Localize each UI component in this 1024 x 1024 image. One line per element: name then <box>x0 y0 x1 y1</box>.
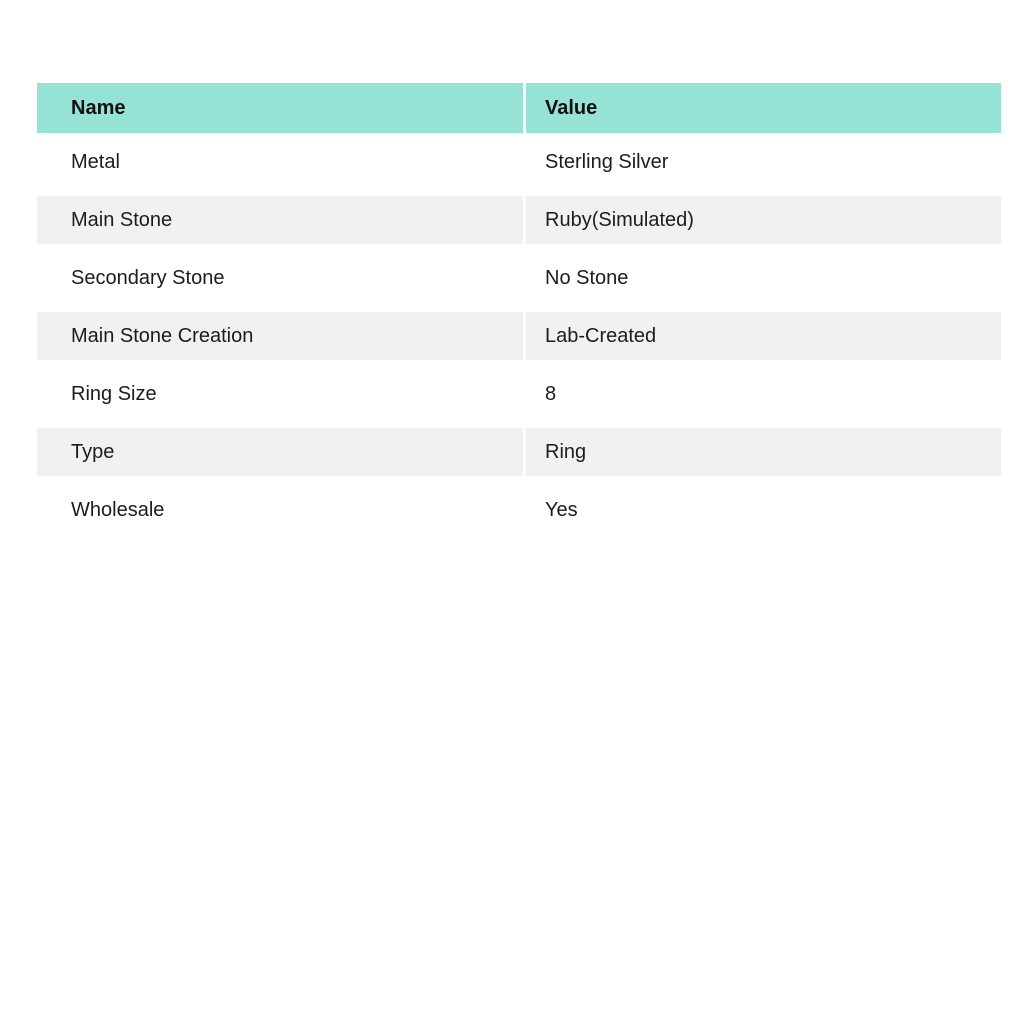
table-row <box>37 249 1001 307</box>
product-attributes-table <box>37 83 1001 539</box>
column-header-name: Name <box>37 83 523 133</box>
attribute-name-cell: Type <box>37 423 523 481</box>
table-row <box>37 423 1001 481</box>
attribute-value-cell: Sterling Silver <box>523 133 1001 191</box>
attribute-value-cell: No Stone <box>523 249 1001 307</box>
table-row <box>37 191 1001 249</box>
table-header <box>37 83 1001 133</box>
table-row <box>37 307 1001 365</box>
attribute-name-cell: Main Stone <box>37 191 523 249</box>
table-row <box>37 133 1001 191</box>
attribute-name-cell: Secondary Stone <box>37 249 523 307</box>
table-body <box>37 133 1001 539</box>
attribute-value-cell: Ruby(Simulated) <box>523 191 1001 249</box>
attribute-value-cell: 8 <box>523 365 1001 423</box>
header-row <box>37 83 1001 133</box>
column-header-value: Value <box>523 83 1001 133</box>
table-row <box>37 481 1001 539</box>
attribute-name-cell: Main Stone Creation <box>37 307 523 365</box>
attribute-name-cell: Metal <box>37 133 523 191</box>
attribute-value-cell: Lab-Created <box>523 307 1001 365</box>
table-row <box>37 365 1001 423</box>
attribute-value-cell: Ring <box>523 423 1001 481</box>
attribute-name-cell: Ring Size <box>37 365 523 423</box>
attribute-name-cell: Wholesale <box>37 481 523 539</box>
attribute-value-cell: Yes <box>523 481 1001 539</box>
